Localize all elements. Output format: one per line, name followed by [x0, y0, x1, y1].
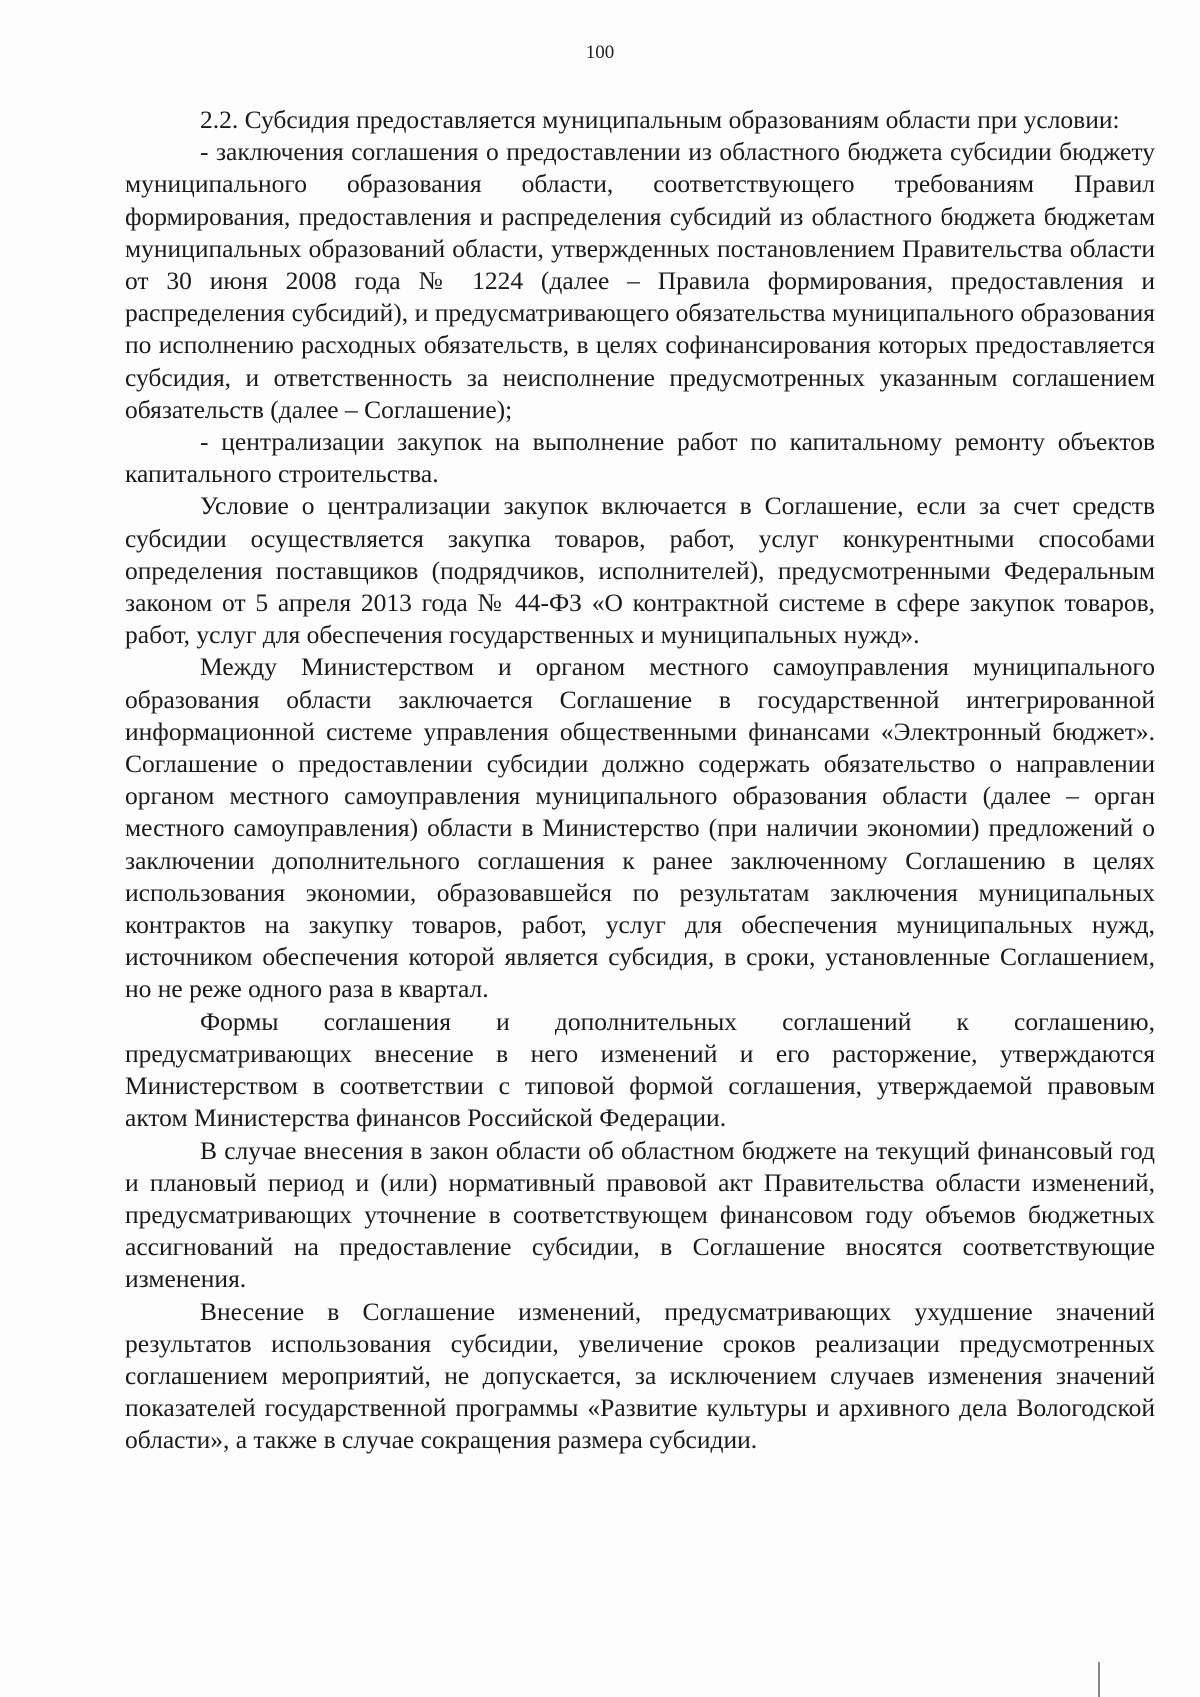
page-number: 100 — [585, 42, 615, 63]
paragraph-condition-agreement: - заключения соглашения о предоставлении из областного бюджета субсидии бюджету муниципального образования области, соответствующего требованиям Правил формирования, предоставления и распределения субсидий из областного бюджета бюджетам муниципальных образований области, утвержденных постановлением Правительства области от 30 июня 2008 года № 1224 (далее – Правила формирования, предоставления и распределения субсидий), и предусматривающего обязательства муниципального образования по исполнению расходных обязательств, в целях софинансирования которых предоставляется субсидия, и ответственность за неисполнение предусмотренных указанным соглашением обязательств (далее – Соглашение); — [125, 137, 1155, 424]
paragraph-agreement-forms: Формы соглашения и дополнительных соглашений к соглашению, предусматривающих внесение в него изменений и его расторжение, утверждаются Министерством в соответствии с типовой формой соглашения, утверждаемой правовым актом Министерства финансов Российской Федерации. — [125, 1006, 1155, 1133]
scan-artifact — [1098, 1662, 1100, 1697]
paragraph-agreement-conclusion: Между Министерством и органом местного самоуправления муниципального образования области заключается Соглашение в государственной интегрированной информационной системе управления общественными финансами «Электронный бюджет». Соглашение о предоставлении субсидии должно содержать обязательство о направлении органом местного самоуправления муниципального образования области (далее – орган местного самоуправления) области в Министерство (при наличии экономии) предложений о заключении дополнительного соглашения к ранее заключенному Соглашению в целях использования экономии, образовавшейся по результатам заключения муниципальных контрактов на закупку товаров, работ, услуг для обеспечения муниципальных нужд, источником обеспечения которой является субсидия, в сроки, установленные Соглашением, но не реже одного раза в квартал. — [125, 652, 1155, 1004]
paragraph-centralization-rule: Условие о централизации закупок включается в Соглашение, если за счет средств субсидии осуществляется закупка товаров, работ, услуг конкурентными способами определения поставщиков (подрядчиков, исполнителей), предусмотренными Федеральным законом от 5 апреля 2013 года № 44-ФЗ «О контрактной системе в сфере закупок товаров, работ, услуг для обеспечения государственных и муниципальных нужд». — [125, 491, 1155, 650]
paragraph-condition-centralization: - централизации закупок на выполнение работ по капитальному ремонту объектов капитального строительства. — [125, 427, 1155, 489]
paragraph-clause-2-2: 2.2. Субсидия предоставляется муниципальным образованиям области при условии: — [200, 105, 1120, 134]
paragraph-budget-changes: В случае внесения в закон области об областном бюджете на текущий финансовый год и плановый период и (или) нормативный правовой акт Правительства области изменений, предусматривающих уточнение в соответствующем финансовом году объемов бюджетных ассигнований на предоставление субсидии, в Соглашение вносятся соответствующие изменения. — [125, 1135, 1155, 1294]
paragraph-amendment-restrictions: Внесение в Соглашение изменений, предусматривающих ухудшение значений результатов использования субсидии, увеличение сроков реализации предусмотренных соглашением мероприятий, не допускается, за исключением случаев изменения значений показателей государственной программы «Развитие культуры и архивного дела Вологодской области», а также в случае сокращения размера субсидии. — [125, 1296, 1155, 1455]
document-body — [125, 104, 1155, 1457]
